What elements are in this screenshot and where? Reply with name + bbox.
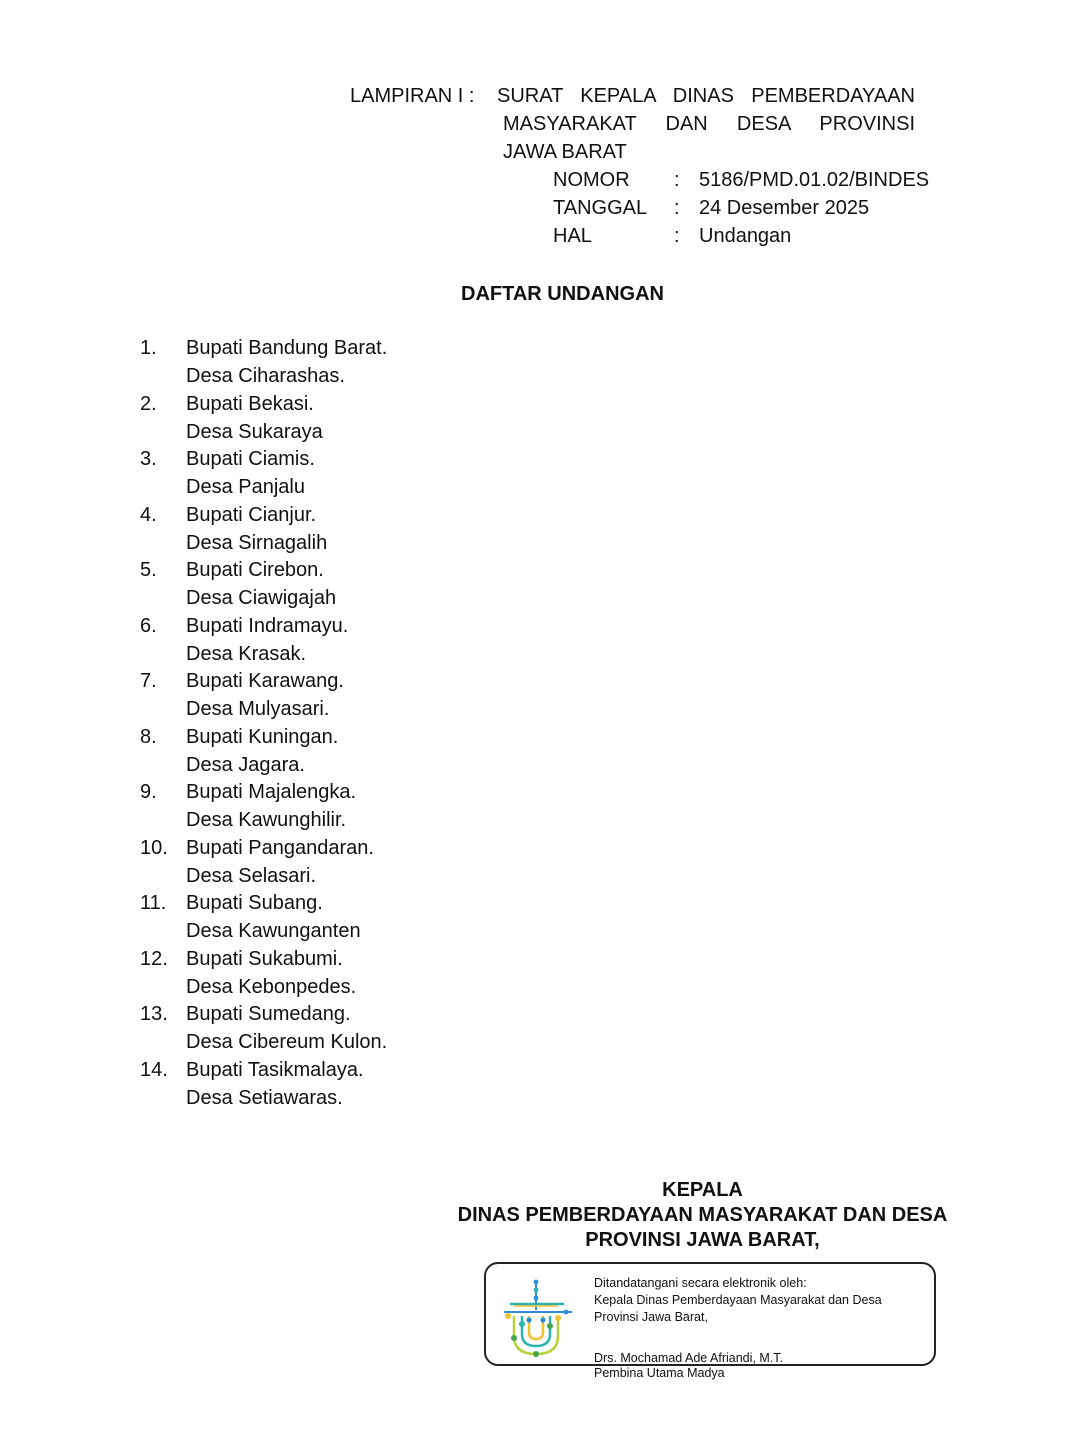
- esign-box: [484, 1262, 936, 1380]
- item-bupati: Bupati Bandung Barat.: [186, 337, 388, 359]
- item-desa: Desa Mulyasari.: [186, 698, 330, 720]
- list-item: [140, 834, 387, 890]
- meta-tanggal-value: 24 Desember 2025: [699, 197, 870, 219]
- meta-hal-label: HAL: [553, 225, 592, 247]
- list-item: [140, 556, 387, 612]
- item-bupati: Bupati Ciamis.: [186, 448, 315, 470]
- item-bupati: Bupati Indramayu.: [186, 614, 349, 637]
- item-desa: Desa Jagara.: [186, 753, 305, 776]
- item-number: 14.: [140, 1058, 168, 1081]
- item-number: 8.: [140, 725, 157, 748]
- meta-nomor-colon: :: [674, 169, 680, 191]
- item-number: 13.: [140, 1003, 168, 1025]
- item-number: 11.: [140, 892, 167, 914]
- list-item: [140, 667, 387, 723]
- signature-title: KEPALA: [662, 1179, 743, 1201]
- item-number: 3.: [140, 448, 157, 470]
- esign-signer-rank: Pembina Utama Madya: [594, 1366, 725, 1380]
- meta-hal-colon: :: [674, 225, 680, 247]
- esign-province: Provinsi Jawa Barat,: [594, 1310, 708, 1324]
- item-desa: Desa Krasak.: [186, 642, 307, 665]
- item-number: 2.: [140, 392, 157, 415]
- item-desa: Desa Selasari.: [186, 864, 317, 887]
- document-title: DAFTAR UNDANGAN: [461, 283, 664, 305]
- item-desa: Desa Panjalu: [186, 476, 305, 498]
- meta-nomor-value: 5186/PMD.01.02/BINDES: [699, 169, 930, 191]
- item-number: 6.: [140, 614, 157, 637]
- item-number: 12.: [140, 947, 168, 970]
- lampiran-subject-line-2: MASYARAKAT DAN DESA PROVINSI: [503, 113, 915, 135]
- signature-office: DINAS PEMBERDAYAAN MASYARAKAT DAN DESA: [457, 1204, 948, 1226]
- item-desa: Desa Kawunghilir.: [186, 809, 347, 831]
- item-bupati: Bupati Cirebon.: [186, 559, 324, 581]
- item-desa: Desa Setiawaras.: [186, 1086, 343, 1109]
- item-number: 7.: [140, 670, 157, 692]
- item-bupati: Bupati Sumedang.: [186, 1003, 351, 1025]
- meta-nomor-label: NOMOR: [553, 169, 630, 191]
- item-desa: Desa Sukaraya: [186, 420, 323, 443]
- item-number: 1.: [140, 337, 157, 359]
- item-bupati: Bupati Majalengka.: [186, 781, 357, 803]
- list-item: [140, 889, 387, 945]
- item-desa: Desa Ciawigajah: [186, 587, 337, 609]
- item-bupati: Bupati Karawang.: [186, 670, 344, 692]
- list-item: [140, 1000, 387, 1056]
- lampiran-subject-line-3: JAWA BARAT: [503, 141, 627, 163]
- list-item: [140, 334, 387, 390]
- invite-list: [140, 334, 387, 1111]
- item-number: 9.: [140, 781, 157, 803]
- item-desa: Desa Sirnagalih: [186, 531, 328, 554]
- item-bupati: Bupati Sukabumi.: [186, 947, 343, 970]
- list-item: [140, 778, 387, 834]
- lampiran-subject-line-1: SURAT KEPALA DINAS PEMBERDAYAAN: [497, 85, 915, 107]
- meta-tanggal-colon: :: [674, 197, 680, 219]
- list-item: [140, 501, 387, 557]
- list-item: [140, 945, 387, 1001]
- item-desa: Desa Kebonpedes.: [186, 975, 357, 998]
- list-item: [140, 723, 387, 779]
- esign-position: Kepala Dinas Pemberdayaan Masyarakat dan Desa: [594, 1293, 882, 1307]
- item-bupati: Bupati Subang.: [186, 892, 323, 914]
- signature-province: PROVINSI JAWA BARAT,: [585, 1229, 820, 1251]
- item-number: 4.: [140, 503, 157, 526]
- item-bupati: Bupati Tasikmalaya.: [186, 1058, 364, 1081]
- item-bupati: Bupati Kuningan.: [186, 725, 339, 748]
- list-item: [140, 612, 387, 668]
- item-number: 5.: [140, 559, 157, 581]
- jabar-logo-icon: [500, 1276, 584, 1360]
- item-bupati: Bupati Pangandaran.: [186, 836, 374, 859]
- list-item: [140, 445, 387, 501]
- esign-signed-by: Ditandatangani secara elektronik oleh:: [594, 1276, 807, 1290]
- item-bupati: Bupati Bekasi.: [186, 392, 314, 415]
- item-desa: Desa Cibereum Kulon.: [186, 1031, 388, 1053]
- meta-tanggal-label: TANGGAL: [553, 197, 648, 219]
- meta-hal-value: Undangan: [699, 225, 792, 247]
- item-desa: Desa Ciharashas.: [186, 365, 345, 387]
- item-desa: Desa Kawunganten: [186, 920, 361, 942]
- item-number: 10.: [140, 836, 168, 859]
- esign-signer-name: Drs. Mochamad Ade Afriandi, M.T.: [594, 1351, 783, 1365]
- list-item: [140, 1056, 387, 1112]
- lampiran-label: LAMPIRAN I :: [350, 85, 475, 107]
- list-item: [140, 390, 387, 446]
- item-bupati: Bupati Cianjur.: [186, 503, 317, 526]
